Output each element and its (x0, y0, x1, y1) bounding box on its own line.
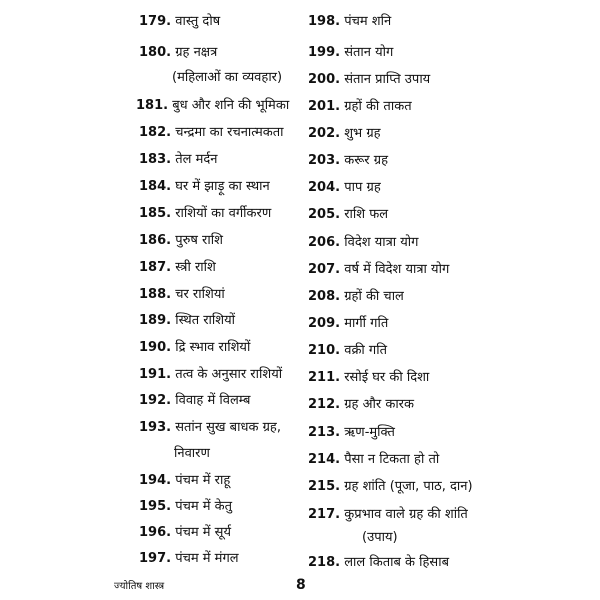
entry-title: स्त्री राशि (175, 260, 216, 275)
entry-number: 195. (139, 499, 172, 514)
list-item (308, 316, 388, 332)
entry-number: 202. (308, 126, 341, 141)
list-item (308, 262, 449, 278)
entry-subtitle: (महिलाओं का व्यवहार) (172, 70, 283, 85)
list-item (308, 452, 439, 468)
entry-number: 208. (308, 289, 341, 304)
list-item (308, 207, 388, 223)
entry-title: पंचम में मंगल (175, 551, 239, 566)
entry-title: चर राशियां (175, 287, 225, 302)
list-item (308, 289, 404, 305)
entry-title: ऋण-मुक्ति (344, 425, 395, 440)
entry-title: संतान योग (344, 45, 394, 60)
entry-title: वर्ष में विदेश यात्रा योग (344, 262, 450, 277)
list-item (139, 525, 231, 541)
entry-number: 210. (308, 343, 341, 358)
list-item (308, 153, 388, 169)
entry-title: वास्तु दोष (175, 14, 221, 29)
entry-title: लाल किताब के हिसाब (344, 555, 449, 570)
list-item (139, 45, 217, 61)
list-item (139, 420, 281, 436)
list-item (308, 343, 387, 359)
entry-number: 205. (308, 207, 341, 222)
entry-number: 206. (308, 235, 341, 250)
entry-title: घर में झाड़ू का स्थान (175, 179, 270, 194)
entry-number: 196. (139, 525, 172, 540)
entry-number: 186. (139, 233, 172, 248)
entry-title: सतांन सुख बाधक ग्रह, (175, 420, 281, 435)
entry-number: 200. (308, 72, 341, 87)
list-item (308, 479, 473, 495)
entry-title: संतान प्राप्ति उपाय (344, 72, 431, 87)
entry-title: राशियों का वर्गीकरण (175, 206, 272, 221)
page-number: 8 (296, 577, 306, 593)
entry-number: 190. (139, 340, 172, 355)
entry-title: पंचम में केतु (175, 499, 233, 514)
list-item (139, 179, 270, 195)
list-item (139, 551, 239, 567)
entry-number: 192. (139, 393, 172, 408)
entry-number: 194. (139, 473, 172, 488)
list-item (136, 98, 289, 114)
list-item (139, 313, 235, 329)
entry-number: 198. (308, 14, 341, 29)
entry-number: 204. (308, 180, 341, 195)
entry-number: 180. (139, 45, 172, 60)
entry-number: 212. (308, 397, 341, 412)
list-item (139, 393, 250, 409)
entry-number: 193. (139, 420, 172, 435)
list-item (308, 555, 449, 571)
entry-number: 184. (139, 179, 172, 194)
entry-number: 211. (308, 370, 341, 385)
entry-title: बुध और शनि की भूमिका (172, 98, 290, 113)
entry-subtitle: (उपाय) (362, 530, 398, 545)
list-item (139, 152, 217, 168)
entry-number: 215. (308, 479, 341, 494)
entry-number: 214. (308, 452, 341, 467)
list-item (308, 425, 395, 441)
list-item (139, 287, 225, 303)
entry-title: पंचम में राहू (175, 473, 231, 488)
list-item (308, 180, 381, 196)
list-item (139, 340, 250, 356)
list-item (308, 126, 381, 142)
list-item (139, 499, 232, 515)
entry-number: 182. (139, 125, 172, 140)
list-item (308, 72, 430, 88)
entry-title: ग्रह और कारक (344, 397, 414, 412)
entry-subtitle: निवारण (174, 446, 210, 461)
entry-title: ग्रह शांति (पूजा, पाठ, दान) (344, 479, 473, 494)
list-item (308, 507, 468, 523)
list-item (308, 370, 429, 386)
entry-number: 185. (139, 206, 172, 221)
entry-title: स्थित राशियों (175, 313, 236, 328)
list-item (308, 14, 391, 30)
entry-number: 217. (308, 507, 341, 522)
entry-title: द्रि स्भाव राशियों (175, 340, 251, 355)
entry-title: पंचम में सूर्य (175, 525, 231, 540)
entry-number: 187. (139, 260, 172, 275)
list-item (308, 45, 393, 61)
entry-number: 179. (139, 14, 172, 29)
entry-title: पुरुष राशि (175, 233, 223, 248)
entry-number: 207. (308, 262, 341, 277)
list-item (139, 14, 220, 30)
entry-title: ग्रह नक्षत्र (175, 45, 218, 60)
entry-title: रसोई घर की दिशा (344, 370, 430, 385)
entry-title: विवाह में विलम्ब (175, 393, 251, 408)
entry-title: कुप्रभाव वाले ग्रह की शांति (344, 507, 468, 522)
list-item (308, 235, 419, 251)
list-item (139, 233, 223, 249)
entry-title: ग्रहों की ताकत (344, 99, 412, 114)
list-item (139, 206, 271, 222)
entry-number: 191. (139, 367, 172, 382)
entry-title: पैसा न टिकता हो तो (344, 452, 440, 467)
list-item (139, 125, 284, 141)
entry-title: चन्द्रमा का रचनात्मकता (175, 125, 284, 140)
entry-number: 201. (308, 99, 341, 114)
entry-title: मार्गी गति (344, 316, 389, 331)
list-item (139, 367, 282, 383)
entry-number: 181. (136, 98, 169, 113)
entry-number: 203. (308, 153, 341, 168)
entry-number: 213. (308, 425, 341, 440)
list-item (139, 260, 216, 276)
entry-title: विदेश यात्रा योग (344, 235, 419, 250)
list-item (139, 473, 230, 489)
footer-book-title: ज्योतिष शास्त्र (114, 581, 165, 592)
entry-number: 189. (139, 313, 172, 328)
list-item (308, 397, 414, 413)
entry-title: राशि फल (344, 207, 389, 222)
list-item (308, 99, 412, 115)
entry-title: पंचम शनि (344, 14, 392, 29)
entry-title: वक्री गति (344, 343, 388, 358)
entry-number: 197. (139, 551, 172, 566)
entry-number: 209. (308, 316, 341, 331)
entry-number: 218. (308, 555, 341, 570)
entry-title: ग्रहों की चाल (344, 289, 404, 304)
entry-title: पाप ग्रह (344, 180, 381, 195)
entry-title: तेल मर्दन (175, 152, 218, 167)
entry-title: शुभ ग्रह (344, 126, 381, 141)
entry-title: तत्व के अनुसार राशियों (175, 367, 283, 382)
entry-number: 199. (308, 45, 341, 60)
entry-number: 183. (139, 152, 172, 167)
entry-number: 188. (139, 287, 172, 302)
entry-title: करूर ग्रह (344, 153, 388, 168)
